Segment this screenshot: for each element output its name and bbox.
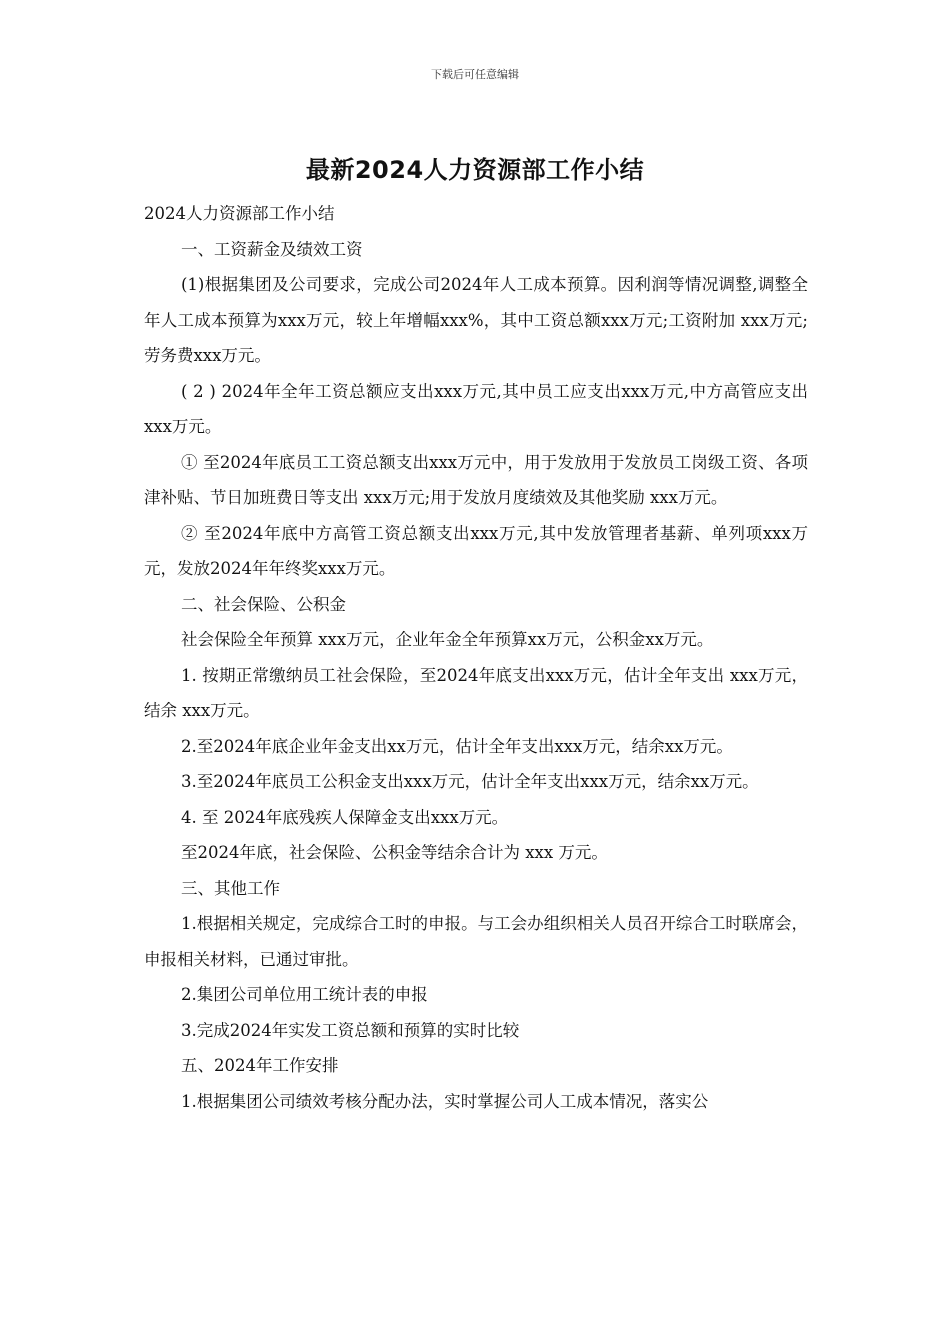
section-heading: 三、其他工作 xyxy=(181,878,280,898)
paragraph: ② 至2024年底中方高管工资总额支出xxx万元,其中发放管理者基薪、单列项xxx万元，发放2024年年终奖xxx万元。 xyxy=(144,523,808,578)
paragraph: 2024人力资源部工作小结 xyxy=(144,204,335,223)
paragraph: ( 2 ) 2024年全年工资总额应支出xxx万元,其中员工应支出xxx万元,中方高管应支出xxx万元。 xyxy=(144,381,808,436)
document-title: 最新2024人力资源部工作小结 xyxy=(305,156,645,184)
paragraph: 至2024年底，社会保险、公积金等结余合计为 xxx 万元。 xyxy=(181,843,608,862)
section-heading: 五、2024年工作安排 xyxy=(181,1056,339,1075)
section-heading: 一、工资薪金及绩效工资 xyxy=(181,239,363,259)
paragraph: 2.至2024年底企业年金支出xx万元，估计全年支出xxx万元，结余xx万元。 xyxy=(181,736,733,756)
document-body xyxy=(144,196,808,1119)
paragraph: 3.完成2024年实发工资总额和预算的实时比较 xyxy=(181,1020,520,1040)
paragraph: 1. 按期正常缴纳员工社会保险，至2024年底支出xxx万元，估计全年支出 xxx万元，结余 xxx万元。 xyxy=(144,665,808,720)
paragraph: 2.集团公司单位用工统计表的申报 xyxy=(181,985,428,1004)
paragraph: 社会保险全年预算 xxx万元，企业年金全年预算xx万元，公积金xx万元。 xyxy=(181,630,714,649)
section-heading: 二、社会保险、公积金 xyxy=(181,594,346,614)
paragraph: (1)根据集团及公司要求，完成公司2024年人工成本预算。因利润等情况调整,调整全年人工成本预算为xxx万元，较上年增幅xxx%，其中工资总额xxx万元;工资附加 xxx万元;劳务费xxx万元。 xyxy=(144,275,808,365)
page-header-note: 下载后可任意编辑 xyxy=(431,68,519,81)
paragraph: 1.根据集团公司绩效考核分配办法，实时掌握公司人工成本情况，落实公 xyxy=(181,1091,709,1111)
paragraph: 3.至2024年底员工公积金支出xxx万元，估计全年支出xxx万元，结余xx万元。 xyxy=(181,772,759,791)
paragraph: 4. 至 2024年底残疾人保障金支出xxx万元。 xyxy=(181,807,509,827)
paragraph: 1.根据相关规定，完成综合工时的申报。与工会办组织相关人员召开综合工时联席会，申报相关材料，已通过审批。 xyxy=(144,914,808,969)
paragraph: ① 至2024年底员工工资总额支出xxx万元中，用于发放用于发放员工岗级工资、各项津补贴、节日加班费日等支出 xxx万元;用于发放月度绩效及其他奖励 xxx万元。 xyxy=(144,452,808,507)
